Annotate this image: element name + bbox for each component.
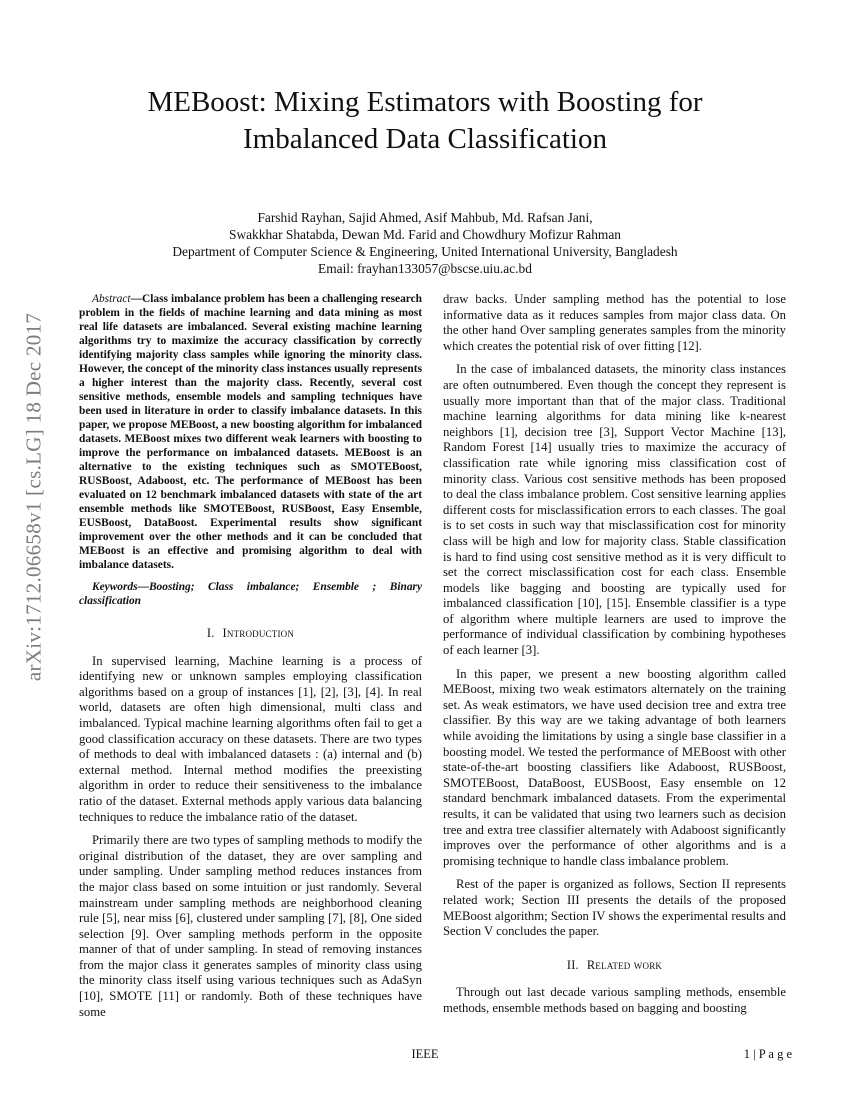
paragraph: Through out last decade various sampling methods, ensemble methods, ensemble methods based on bagging and boosting xyxy=(443,985,786,1015)
arxiv-stamp xyxy=(21,292,47,702)
footer-venue: IEEE xyxy=(411,1047,439,1061)
author-block xyxy=(60,209,790,277)
email: Email: frayhan133057@bscse.uiu.ac.bd xyxy=(318,261,532,276)
section-title: Related work xyxy=(586,957,663,972)
page-number: 1 | P a g e xyxy=(743,1047,792,1061)
paper-title xyxy=(60,84,790,158)
authors-line-2: Swakkhar Shatabda, Dewan Md. Farid and Chowdhury Mofizur Rahman xyxy=(229,227,621,242)
section-number: II. xyxy=(566,957,579,972)
left-column xyxy=(79,292,422,1028)
paragraph: Rest of the paper is organized as follows, Section II represents related work; Section III presents the details of the proposed MEBoost algorithm; Section IV shows the experimental results and Section V concludes the paper. xyxy=(443,877,786,939)
section-number: I. xyxy=(206,626,215,640)
authors-line-1: Farshid Rayhan, Sajid Ahmed, Asif Mahbub, Md. Rafsan Jani, xyxy=(257,210,593,225)
section-heading-related-work xyxy=(443,958,786,974)
paragraph: In the case of imbalanced datasets, the minority class instances are often outnumbered. Even though the concept they represent is usually more important than that of the major class. Traditional machine learning algorithms for data mining like k-nearest neighbors [1], decision tree [3], Support Vector Machine [13], Random Forest [14] usually tries to maximize the accuracy of classification rate while ignoring miss classification cost of minority class. Various cost sensitive methods has been proposed to deal the class imbalance problem. Cost sensitive learning applies different costs for misclassification errors to each classes. The goal is to set costs in such way that misclassification cost for minority class will be high and low for majority class. Stable classification is hard to find using cost sensitive method as it is very difficult to set the correct misclassification cost for each class. Ensemble models like bagging and boosting are typically used for imbalanced classification [10], [15]. Ensemble classifier is a type of algorithm where multiple learners are used to improve the performance of individual classification by combining hypotheses of each learner [3]. xyxy=(443,362,786,658)
paragraph: draw backs. Under sampling method has the potential to lose informative data as it reduces samples from major class data. On the other hand Over sampling generates samples from the minority which creates the potential risk of over fitting [12]. xyxy=(443,292,786,353)
abstract-lead: Abstract xyxy=(92,293,131,305)
right-column xyxy=(443,292,786,1025)
paragraph: Primarily there are two types of sampling methods to modify the original distribution of the dataset, they are over sampling and under sampling. Under sampling method reduces instances from the major class based on some intuition or just randomly. Several mainstream under sampling methods are neighborhood cleaning rule [5], near miss [6], clustered under sampling [7], [8], One sided selection [9]. Over sampling methods perform in the opposite manner of that of under sampling. In stead of removing instances from the major class it generates samples of minority class using the minority class itself using various techniques such as AdaSyn [10], SMOTE [11] or randomly. Both of these techniques have some xyxy=(79,833,422,1019)
abstract xyxy=(79,292,422,572)
section-title: Introduction xyxy=(222,626,295,640)
title-line-2: Imbalanced Data Classification xyxy=(243,123,607,155)
paragraph: In this paper, we present a new boosting algorithm called MEBoost, mixing two weak estimators alternately on the training set. As weak estimators, we have used decision tree and extra tree classifier. By this way are we taking advantage of both learners while avoiding the limitations by using a single base classifier in a boosting model. We tested the performance of MEBoost with other state-of-the-art boosting classifiers like Adaboost, RUSBoost, SMOTEBoost, DataBoost, EUSBoost, Easy ensemble on 12 standard benchmark imbalanced datasets. From the experimental results, it can be validated that using two learners such as decision tree and extra tree classifier alternately with Adaboost significantly improves over the performance of other algorithms and is a promising technique to handle class imbalance problem. xyxy=(443,666,786,868)
arxiv-stamp-text: arXiv:1712.06658v1 [cs.LG] 18 Dec 2017 xyxy=(21,312,46,682)
section-heading-introduction xyxy=(79,626,422,642)
title-line-1: MEBoost: Mixing Estimators with Boosting for xyxy=(147,86,703,118)
paragraph: In supervised learning, Machine learning is a process of identifying new or unknown samples employing classification algorithms based on a group of instances [1], [2], [3], [4]. In real world, datasets are often high dimensional, multi class and imbalanced. Typical machine learning algorithms often fail to get a good classification accuracy on these datasets. There are two types of methods to deal with imbalanced datasets : (a) internal and (b) external method. Internal method modifies the preexisting algorithm in order to reduce their sensitiveness to the imbalance ratio of the dataset. External methods apply various data balancing techniques to reduce the imbalance ratio of the dataset. xyxy=(79,653,422,824)
abstract-body: —Class imbalance problem has been a challenging research problem in the fields of machine learning and data mining as most real life datasets are imbalanced. Several existing machine learning algorithms try to maximize the accuracy classification by correctly identifying majority class samples while ignoring the minority class. However, the concept of the minority class instances usually represents a higher interest than the majority class. Recently, several cost sensitive methods, ensemble models and sampling techniques have been used in literature in order to classify imbalance datasets. In this paper, we propose MEBoost, a new boosting algorithm for imbalanced datasets. MEBoost mixes two different weak learners with boosting to improve the performance on imbalanced datasets. MEBoost is an alternative to the existing techniques such as SMOTEBoost, RUSBoost, Adaboost, etc. The performance of MEBoost has been evaluated on 12 benchmark imbalanced datasets with state of the art ensemble methods like SMOTEBoost, RUSBoost, Easy Ensemble, EUSBoost, DataBoost. Experimental results show significant improvement over the other methods and it can be concluded that MEBoost is an effective and promising algorithm to deal with imbalance datasets. xyxy=(79,293,422,571)
keywords: Keywords—Boosting; Class imbalance; Ensemble ; Binary classification xyxy=(79,581,422,607)
affiliation: Department of Computer Science & Engineering, United International University, Bangladesh xyxy=(172,244,678,259)
